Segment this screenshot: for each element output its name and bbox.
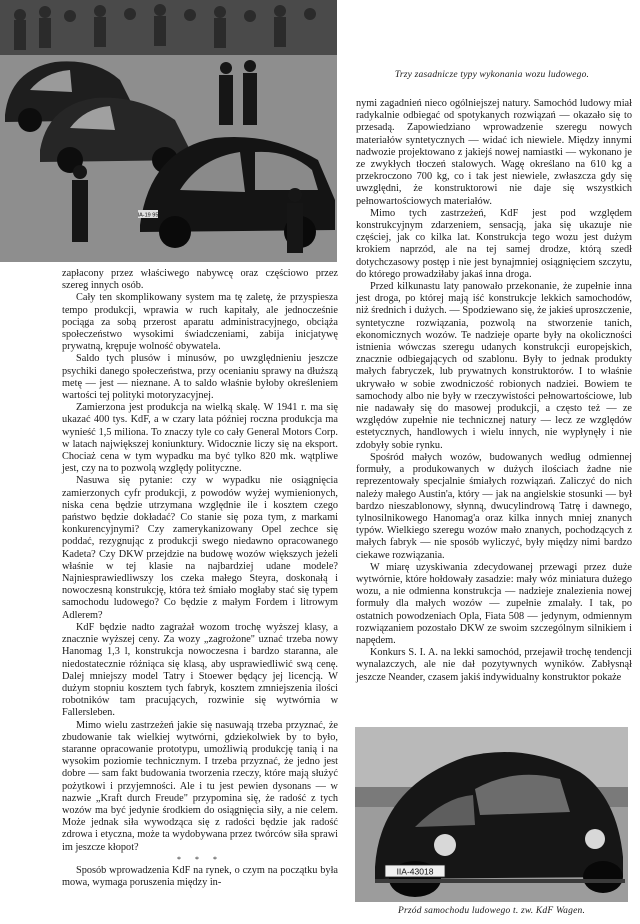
section-divider: * * * [177, 854, 223, 864]
caption-top-photo: Trzy zasadnicze typy wykonania wozu ludowego. [394, 70, 590, 80]
caption-bottom-photo: Przód samochodu ludowego t. zw. KdF Wagen. [397, 906, 586, 916]
paragraph: Mimo wielu zastrzeżeń jakie się nasuwają trzeba przyznać, że zbudowanie tak wielkiej wytwórni, gdziekolwiek by to było, staranne opracowanie prototypu, umożliwią produkcję tanią i na wysokim poziomie technicznym. I trzeba przyznać, że jedno jest dobre — sam fakt budowania tworzenia rzeczy, które mają służyć pożytkowi i przyjemności. Ale i tu jest pewien dysonans — w nazwie „Kraft durch Freude" przypomina się, że radość z tych wozów ma być jedynie środkiem do osiągnięcia siły, a nie celem. Może jednak siła wywodząca się z radości będzie jak radość zdrowa i etyczna, może ta wydobywana przez twórców siła sprawi im jeszcze kłopot? [62, 719, 338, 853]
paragraph: W miarę uzyskiwania zdecydowanej przewagi przez duże wytwórnie, które hołdowały zasadzie: mały wóz miniatura dużego wozu, a nie odmienna konstrukcja — nadzieje znalezienia nowej formuły dla małych wozów — zupełnie zmalały. I tak, po ostatnich powodzeniach Opla, Fiata 508 — jedynym, odmiennym rozwiązaniem pozostało DKW ze swoim szczególnym silnikiem i napędem. [356, 561, 632, 646]
paragraph: Sposób wprowadzenia KdF na rynek, o czym na początku była mowa, wymaga poruszenia między in- [62, 864, 338, 888]
paragraph: Saldo tych plusów i minusów, po uwzględnieniu jeszcze psychiki danego społeczeństwa, przy ocenianiu sprawy na dłuższą metę — jest — nieznane. A to saldo właśnie byłoby określeniem wartości tej polityki motoryzacyjnej. [62, 353, 338, 402]
bumper [375, 879, 625, 883]
photo-kdf-wagen-front [355, 727, 628, 902]
headlight [585, 829, 605, 849]
license-plate-text: IIA-43018 [396, 866, 434, 877]
paragraph: Nasuwa się pytanie: czy w wypadku nie osiągnięcia zamierzonych cyfr produkcji, z powodów wyżej wymienionych, niska cena będzie utrzymana względnie ile i kosztem czego państwo będzie dokładać? Co stanie się poza tym, z markami konkurencyjnymi? Czy zamerykanizowany Opel zechce się poddać, rezygnując z produkcji swego niedawno opracowanego Kadeta? Czy DKW przejdzie na budowę wozów większych jeżeli właśnie w tej klasie na najbardziej udane modele? Najniesprawiedliwszy los czeka małego Steyra, doskonałą i nowoczesną konstrukcję, która też śmiało mogłaby stać się typem samochodu ludowego? Co będzie z małym Fordem i litrowym Adlerem? [62, 475, 338, 621]
paragraph: Przed kilkunastu laty panowało przekonanie, że zupełnie inna jest droga, po której mają iść konstrukcje lekkich samochodów, niż średnich i dużych. — Spodziewano się, że jakieś uproszczenie, syntetyczne rozwiązania, pozwolą na stworzenie tanich, ekonomicznych wozów. Te nadzieje oparte były na okoliczności istnienia wówczas szeregu udanych konstrukcji europejskich, znacznie odbiegających od szablonu. Były to jednak produkty małych fabryczek, lub prywatnych konstruktorów. I to właśnie ukrywało w sobie zwodniczość robionych nadziei. Bowiem te samochody albo nie były w rzeczywistości pełnowartościowe, lub nie nadawały się do masowej produkcji, a często też — ze względów zupełnie nie technicznej natury — lecz ze względów estetycznych, handlowych i wielu innych, nie wypłynęły i nie zdobyły sobie rynku. [356, 281, 632, 451]
photo-three-car-types [0, 0, 337, 262]
headlight [434, 834, 456, 856]
paragraph: KdF będzie nadto zagrażał wozom trochę wyższej klasy, a znacznie wyższej ceny. Za wozy „zagrożone" uznać trzeba nowy Hanomag 1,3 l, konstrukcja nowoczesna i bardzo staranna, ale niedostatecznie różniąca się klasą, aby usprawiedliwić swą cenę. Dalej mniejszy model Tatry i Stoewer będący jej licencją. W dużym stopniu kosztem tych fabryk, kosztem zmniejszenia ilości robotników tam pracujących, rozwinie się wytwórnia w Fallersleben. [62, 621, 338, 719]
paragraph: Mimo tych zastrzeżeń, KdF jest pod względem konstrukcyjnym zdarzeniem, sensacją, jaka się ukazuje nie częściej, jak co kilka lat. Konstrukcja tego wozu jest dużym krokiem naprzód, ale na tej samej drodze, którą szedł dotychczasowy postęp i nie jest bynajmniej osiągnięciem szczytu, do którego prowadziłaby jakaś inna droga. [356, 207, 632, 280]
paragraph: Cały ten skomplikowany system ma tę zaletę, że przyspiesza tempo produkcji, wprawia w ruch kapitały, ale jednocześnie pociąga za sobą przerost aparatu administracyjnego, obciąża społeczeństwo wysokimi świadczeniami, zabija inicjatywę prywatną, krępuje wolność obywatela. [62, 292, 338, 353]
photo-kdf-wagen-front-drawing [355, 727, 628, 902]
article-left-column [62, 268, 338, 889]
license-plate-text: IA-19 95 [137, 212, 159, 219]
paragraph: zapłacony przez właściwego nabywcę oraz częściowo przez szereg innych osób. [62, 268, 338, 292]
wheel [583, 861, 623, 893]
paragraph: Spośród małych wozów, budowanych według odmiennej formuły, a produkowanych w dużych ilościach żadne nie reprezentowały specjalnie śmiałych rozwiązań. Zaliczyć do nich należy małego Austin'a, który — jak na angielskie stosunki — był bardzo nieszablonowy, słynną, dwucylindrową Tatrę i dawnego, tylnosilnikowego Hanomag'a oraz kilka innych mniej znanych typów. Wielkiego szeregu wozów mało znanych, pochodzących z małych fabryk — nie sposób wyliczyć, były między nimi bardzo ciekawe rozwiązania. [356, 451, 632, 561]
paragraph: nymi zagadnień nieco ogólniejszej natury. Samochód ludowy miał radykalnie odbiegać od spotykanych rozwiązań — okazało się to przesadą. Zapowiedziano wprowadzenie szeregu nowych materiałów syntetycznych — widać ich niewiele. Między innymi nadwozie projektowano z jakiejś nowej namiastki — wykonano je ze zwykłych tłoczeń stalowych. Wagę określano na 610 kg a przekroczono 700 kg, co i tak jest niewiele, zwłaszcza gdy się uwzględni, że konstruktorowi nie daje się wszystkich pełnowartościowych materiałów. [356, 98, 632, 207]
paragraph: Zamierzona jest produkcja na wielką skalę. W 1941 r. ma się ukazać 400 tys. KdF, a w czary lata później roczna produkcja ma wynieść 1,5 miliona. To znaczy tyle co cały General Motors Corp. w latach największej koniunktury. Widocznie liczy się na eksport. Chociaż cena w tym wypadku ma być tylko 820 mk. wątpliwe jest, czy na to pozwolą względy polityczne. [62, 402, 338, 475]
article-right-column [356, 98, 632, 684]
paragraph: Konkurs S. I. A. na lekki samochód, przejawił trochę tendencji wynalazczych, ale nie dał pozytywnych wyników. Zabłysnął jeszcze Neander, czasem jakiś indywidualny konstruktor pokaże [356, 647, 632, 683]
photo-three-car-types-drawing [0, 0, 337, 262]
